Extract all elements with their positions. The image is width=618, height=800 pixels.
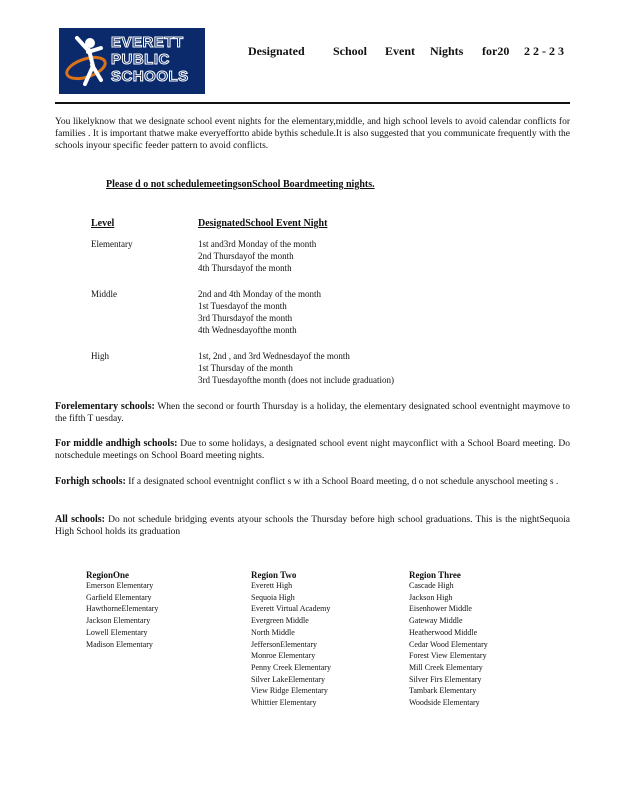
note-middle-high <box>55 438 570 462</box>
board-meeting-notice <box>106 179 375 190</box>
school-item: Garfield Elementary <box>86 592 152 602</box>
note-text: Do not schedule bridging events atyour schools the Thursday before high school graduations. This is the nightSequoia High School holds its graduation <box>55 515 571 537</box>
school-item: Forest View Elementary <box>409 651 487 661</box>
level-elementary: Elementary <box>91 239 133 249</box>
region-title: Region Two <box>251 570 297 580</box>
note-elementary <box>55 401 570 425</box>
school-item: Jackson Elementary <box>86 616 151 626</box>
note-label: For middle andhigh schools: <box>55 438 178 449</box>
school-item: Eisenhower Middle <box>409 604 472 614</box>
event-night: 4th Wednesdayofthe month <box>198 325 297 335</box>
note-high <box>55 476 570 488</box>
school-item: Woodside Elementary <box>409 698 480 708</box>
school-item: Cascade High <box>409 581 454 590</box>
student-figure-icon <box>63 32 109 90</box>
intro-paragraph: You likelyknow that we designate school event nights for the elementary,middle, and high school levels to avoid calendar conflicts for families . It is important thatwe make everyeffortto abide bythis schedule.It is also suggested that you communicate frequently with the schools inyour specific feeder pattern to avoid conflicts. <box>55 117 570 151</box>
school-item: Everett High <box>251 581 293 590</box>
note-text: If a designated school eventnight conflict s w ith a School Board meeting, d o not schedule anyschool meeting s . <box>128 477 559 487</box>
level-column-header: Level <box>91 218 115 229</box>
title-word: School <box>333 44 368 58</box>
school-item: Evergreen Middle <box>251 616 309 626</box>
title-word: Event <box>385 44 415 58</box>
school-item: Sequoia High <box>251 592 295 602</box>
elementary-nights <box>198 238 316 274</box>
event-night: 3rd Thursdayof the month <box>198 313 293 323</box>
school-item: Mill Creek Elementary <box>409 662 483 672</box>
logo-text <box>111 34 189 85</box>
note-text: Due to some holidays, a designated school event night mayconflict with a School Board meeting. Do notschedule meetings on School Board meeting nights. <box>55 439 571 461</box>
school-item: Heatherwood Middle <box>409 627 478 637</box>
region-one <box>86 570 158 650</box>
school-item: Silver LakeElementary <box>251 674 325 684</box>
district-logo <box>59 28 205 94</box>
level-middle: Middle <box>91 289 117 299</box>
note-label: Forhigh schools: <box>55 476 126 487</box>
title-word: Designated <box>248 44 305 58</box>
school-item: HawthorneElementary <box>86 604 159 614</box>
school-item: Cedar Wood Elementary <box>409 639 488 649</box>
note-label: All schools: <box>55 514 105 525</box>
school-item: Lowell Elementary <box>86 627 148 637</box>
event-night: 1st Thursday of the month <box>198 363 293 373</box>
school-item: Penny Creek Elementary <box>251 662 331 672</box>
level-high: High <box>91 351 109 361</box>
school-item: Everett Virtual Academy <box>251 604 331 614</box>
region-two <box>251 570 331 709</box>
logo-line: PUBLIC <box>111 51 170 68</box>
note-all-schools <box>55 514 570 538</box>
school-item: JeffersonElementary <box>251 639 318 649</box>
title-word: for20 <box>482 44 510 58</box>
event-column-header: DesignatedSchool Event Night <box>198 218 328 229</box>
school-item: Monroe Elementary <box>251 651 316 661</box>
event-night: 4th Thursdayof the month <box>198 263 292 273</box>
note-text: When the second or fourth Thursday is a holiday, the elementary designated school eventnight maymove to the fifth T uesday. <box>55 402 571 424</box>
school-item: Whittier Elementary <box>251 698 317 708</box>
note-label: Forelementary schools: <box>55 401 155 412</box>
logo-line: SCHOOLS <box>111 68 189 85</box>
region-three <box>409 570 488 709</box>
event-night: 2nd and 4th Monday of the month <box>198 289 321 299</box>
school-item: Emerson Elementary <box>86 581 154 590</box>
school-item: Tambark Elementary <box>409 686 477 696</box>
notice-text: Please d o not schedulemeetingsonSchool Boardmeeting nights. <box>106 179 375 190</box>
high-nights <box>198 350 394 386</box>
event-night: 2nd Thursdayof the month <box>198 251 294 261</box>
header-divider <box>55 102 570 104</box>
region-title: Region Three <box>409 570 461 580</box>
region-title: RegionOne <box>86 570 130 580</box>
event-night: 3rd Tuesdayofthe month (does not include graduation) <box>198 375 394 385</box>
middle-nights <box>198 288 321 336</box>
event-night: 1st and3rd Monday of the month <box>198 239 317 249</box>
title-word: 2 2 - 2 3 <box>524 44 564 58</box>
school-item: Silver Firs Elementary <box>409 674 482 684</box>
school-item: Gateway Middle <box>409 616 463 626</box>
event-night: 1st Tuesdayof the month <box>198 301 287 311</box>
title-word: Nights <box>430 44 464 58</box>
logo-line: EVERETT <box>111 34 184 51</box>
school-item: North Middle <box>251 627 295 637</box>
school-item: Jackson High <box>409 592 453 602</box>
school-item: View Ridge Elementary <box>251 686 328 696</box>
school-item: Madison Elementary <box>86 639 153 649</box>
event-night: 1st, 2nd , and 3rd Wednesdayof the month <box>198 351 350 361</box>
